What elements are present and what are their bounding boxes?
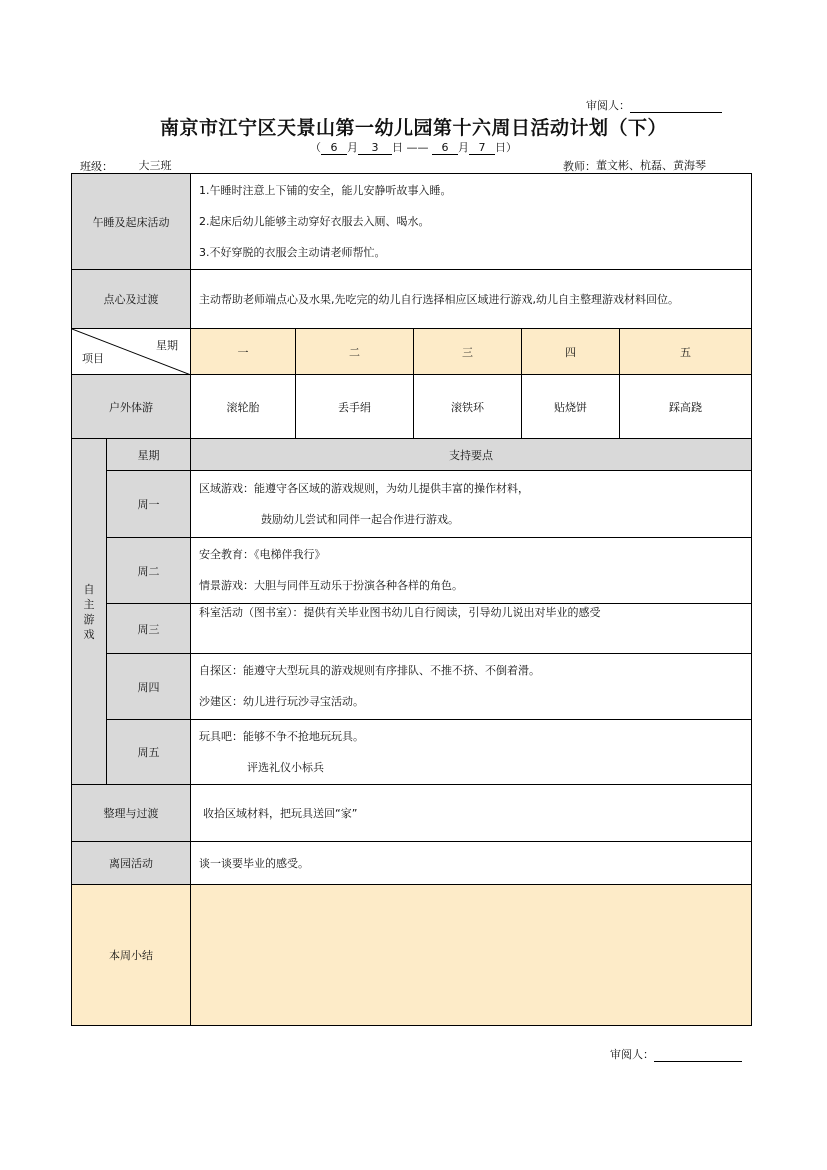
- outdoor-label: 户外体游: [72, 375, 191, 439]
- class-label: 班级：: [80, 160, 113, 173]
- date-open-paren: （: [310, 141, 321, 154]
- outdoor-activity-tue: 丢手绢: [296, 375, 414, 439]
- free-play-weekday-col: 星期: [107, 439, 191, 471]
- free-play-fri-line-2: 评选礼仪小标兵: [247, 760, 324, 774]
- weekday-header-row: [72, 329, 752, 375]
- free-play-mon-line-2: 鼓励幼儿尝试和同伴一起合作进行游戏。: [261, 512, 459, 526]
- free-play-content-wed: [191, 604, 752, 654]
- outdoor-activity-thu: 贴烧饼: [522, 375, 620, 439]
- free-play-thu-line-2: 沙建区：幼儿进行玩沙寻宝活动。: [199, 695, 364, 708]
- free-play-day-thu: 周四: [107, 654, 191, 720]
- day-header-thu: 四: [522, 329, 620, 375]
- teacher-info: [563, 157, 746, 174]
- leave-row: [72, 842, 752, 885]
- free-play-day-tue: 周二: [107, 538, 191, 604]
- reviewer-top: [586, 97, 722, 113]
- weekday-item-header: [72, 329, 191, 375]
- end-day-char: 日: [495, 141, 506, 154]
- day-header-tue: 二: [296, 329, 414, 375]
- snack-label: 点心及过渡: [72, 270, 191, 329]
- end-month-char: 月: [458, 141, 469, 154]
- free-play-row-thu: [72, 654, 752, 720]
- activity-plan-table: [71, 173, 752, 1026]
- tidy-label: 整理与过渡: [72, 785, 191, 842]
- date-dash: ——: [406, 141, 429, 154]
- nap-label: 午睡及起床活动: [72, 174, 191, 270]
- class-info: [80, 157, 197, 174]
- day-header-fri: 五: [620, 329, 752, 375]
- summary-row: [72, 885, 752, 1026]
- summary-content[interactable]: [191, 885, 752, 1026]
- weekday-header-label: 星期: [156, 339, 178, 352]
- reviewer-bottom-signature-line[interactable]: [654, 1049, 742, 1062]
- reviewer-top-label: 审阅人：: [586, 99, 630, 112]
- free-play-day-fri: 周五: [107, 720, 191, 785]
- tidy-content: 收拾区域材料，把玩具送回“家”: [191, 785, 752, 842]
- free-play-wed-line-1: 科室活动（图书室）：提供有关毕业图书幼儿自行阅读，引导幼儿说出对毕业的感受: [199, 606, 601, 619]
- snack-row: [72, 270, 752, 329]
- free-play-thu-line-1: 自探区：能遵守大型玩具的游戏规则有序排队、不推不挤、不倒着滑。: [199, 664, 540, 677]
- free-play-mon-line-1: 区域游戏：能遵守各区域的游戏规则，为幼儿提供丰富的操作材料，: [199, 481, 529, 495]
- end-day: 7: [469, 141, 495, 155]
- free-play-fri-line-1: 玩具吧：能够不争不抢地玩玩具。: [199, 729, 364, 743]
- outdoor-activity-wed: 滚铁环: [414, 375, 522, 439]
- free-play-tue-line-2: 情景游戏：大胆与同伴互动乐于扮演各种各样的角色。: [199, 579, 463, 592]
- tidy-row: [72, 785, 752, 842]
- free-play-content-mon: [191, 471, 752, 538]
- day-header-wed: 三: [414, 329, 522, 375]
- nap-row: [72, 174, 752, 270]
- teacher-label: 教师：: [563, 160, 596, 173]
- date-close-paren: ）: [506, 141, 517, 154]
- start-month-char: 月: [347, 141, 358, 154]
- reviewer-top-signature-line[interactable]: [630, 100, 722, 113]
- item-header-label: 项目: [82, 352, 104, 365]
- outdoor-row: [72, 375, 752, 439]
- start-day-char: 日: [392, 141, 403, 154]
- leave-content: 谈一谈要毕业的感受。: [191, 842, 752, 885]
- leave-label: 离园活动: [72, 842, 191, 885]
- free-play-content-tue: [191, 538, 752, 604]
- free-play-row-tue: [72, 538, 752, 604]
- outdoor-activity-fri: 踩高跷: [620, 375, 752, 439]
- free-play-tue-line-1: 安全教育：《电梯伴我行》: [199, 548, 326, 561]
- free-play-header-row: [72, 439, 752, 471]
- nap-line-2: 2.起床后幼儿能够主动穿好衣服去入厕、喝水。: [199, 214, 430, 228]
- start-day: 3: [358, 141, 392, 155]
- nap-line-3: 3.不好穿脱的衣服会主动请老师帮忙。: [199, 245, 386, 259]
- nap-content: [191, 174, 752, 270]
- reviewer-bottom: [610, 1046, 742, 1062]
- outdoor-activity-mon: 滚轮胎: [191, 375, 296, 439]
- free-play-points-col: 支持要点: [191, 439, 752, 471]
- end-month: 6: [432, 141, 458, 155]
- class-value: 大三班: [113, 157, 197, 174]
- free-play-row-mon: [72, 471, 752, 538]
- free-play-row-wed: [72, 604, 752, 654]
- free-play-day-mon: 周一: [107, 471, 191, 538]
- date-range: [0, 139, 827, 155]
- free-play-label-text: 自主游戏: [83, 582, 95, 641]
- free-play-row-fri: [72, 720, 752, 785]
- summary-label: 本周小结: [72, 885, 191, 1026]
- start-month: 6: [321, 141, 347, 155]
- snack-content: 主动帮助老师端点心及水果,先吃完的幼儿自行选择相应区域进行游戏,幼儿自主整理游戏材料回位。: [191, 270, 752, 329]
- free-play-content-fri: [191, 720, 752, 785]
- day-header-mon: 一: [191, 329, 296, 375]
- free-play-day-wed: 周三: [107, 604, 191, 654]
- nap-line-1: 1.午睡时注意上下铺的安全，能儿安静听故事入睡。: [199, 183, 452, 197]
- reviewer-bottom-label: 审阅人：: [610, 1048, 654, 1061]
- free-play-content-thu: [191, 654, 752, 720]
- free-play-label: [72, 439, 107, 785]
- page-title: 南京市江宁区天景山第一幼儿园第十六周日活动计划（下）: [159, 117, 667, 139]
- teacher-value: 董文彬、杭磊、黄海琴: [596, 157, 746, 174]
